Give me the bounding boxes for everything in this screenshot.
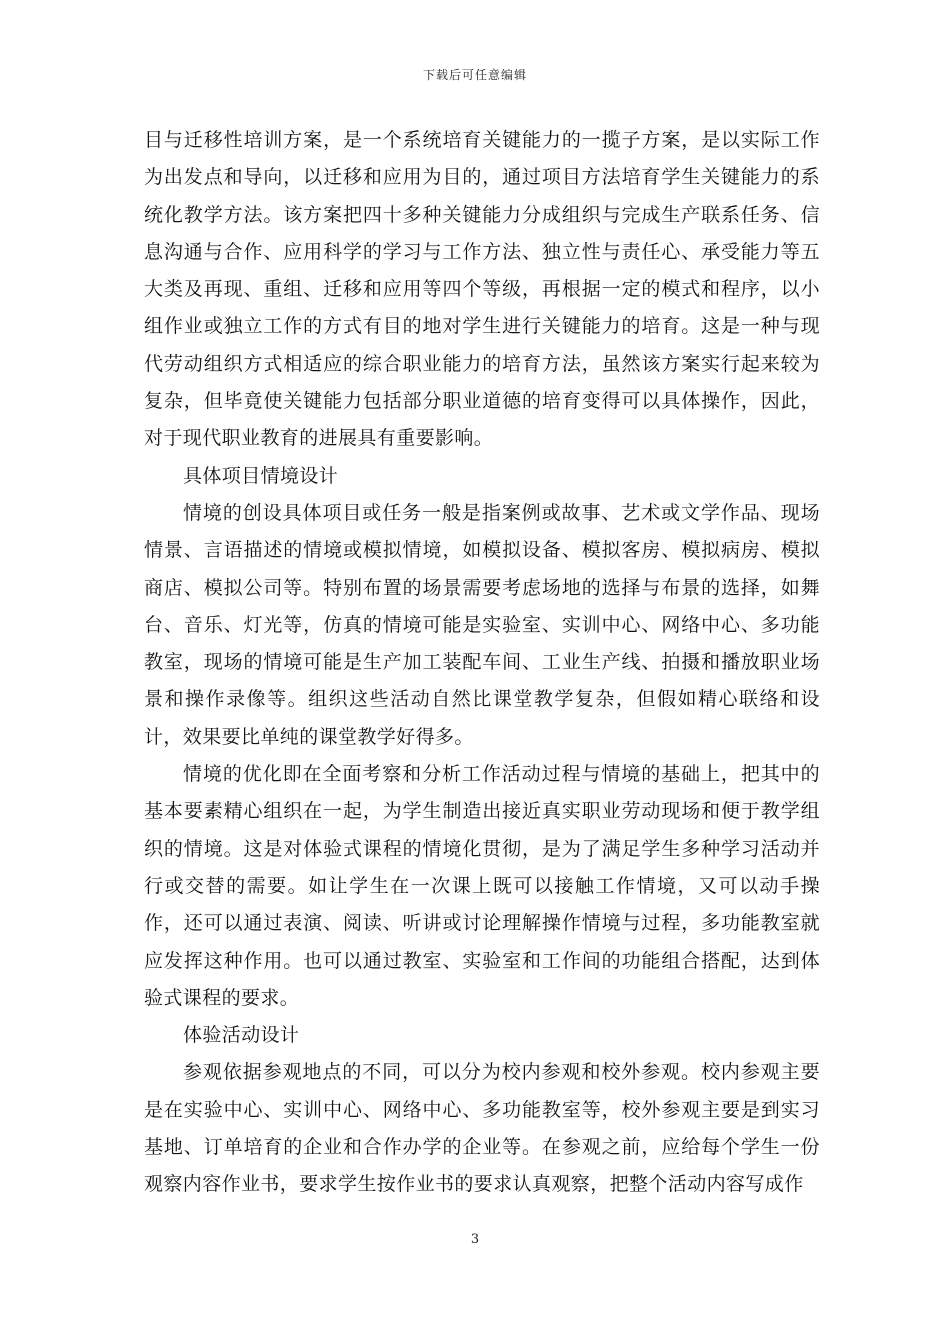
page-header: 下载后可任意编辑 [422,68,527,82]
paragraph-scenario-creation: 情境的创设具体项目或任务一般是指案例或故事、艺术或文学作品、现场情景、言语描述的情境或模拟情境，如模拟设备、模拟客房、模拟病房、模拟商店、模拟公司等。特别布置的场景需要考虑场地的选择与布景的选择，如舞台、音乐、灯光等，仿真的情境可能是实验室、实训中心、网络中心、多功能教室，现场的情境可能是生产加工装配车间、工业生产线、拍摄和播放职业场景和操作录像等。组织这些活动自然比课堂教学复杂，但假如精心联络和设计，效果要比单纯的课堂教学好得多。 [144,501,820,748]
document-body [144,122,820,1204]
section-heading-experience-activity: 体验活动设计 [183,1024,300,1047]
section-heading-project-scenario: 具体项目情境设计 [183,464,339,487]
page-number: 3 [470,1232,480,1247]
paragraph-scenario-optimization: 情境的优化即在全面考察和分析工作活动过程与情境的基础上，把其中的基本要素精心组织在一起，为学生制造出接近真实职业劳动现场和便于教学组织的情境。这是对体验式课程的情境化贯彻，是为了满足学生多种学习活动并行或交替的需要。如让学生在一次课上既可以接触工作情境，又可以动手操作，还可以通过表演、阅读、听讲或讨论理解操作情境与过程，多功能教室就应发挥这种作用。也可以通过教室、实验室和工作间的功能组合搭配，达到体验式课程的要求。 [144,763,820,1009]
paragraph-visit: 参观依据参观地点的不同，可以分为校内参观和校外参观。校内参观主要是在实验中心、实训中心、网络中心、多功能教室等，校外参观主要是到实习基地、订单培育的企业和合作办学的企业等。在参观之前，应给每个学生一份观察内容作业书，要求学生按作业书的要求认真观察，把整个活动内容写成作 [144,1061,820,1196]
paragraph-continuation: 目与迁移性培训方案，是一个系统培育关键能力的一揽子方案，是以实际工作为出发点和导向，以迁移和应用为目的，通过项目方法培育学生关键能力的系统化教学方法。该方案把四十多种关键能力分成组织与完成生产联系任务、信息沟通与合作、应用科学的学习与工作方法、独立性与责任心、承受能力等五大类及再现、重组、迁移和应用等四个等级，再根据一定的模式和程序，以小组作业或独立工作的方式有目的地对学生进行关键能力的培育。这是一种与现代劳动组织方式相适应的综合职业能力的培育方法，虽然该方案实行起来较为复杂，但毕竟使关键能力包括部分职业道德的培育变得可以具体操作，因此，对于现代职业教育的进展具有重要影响。 [144,129,820,450]
